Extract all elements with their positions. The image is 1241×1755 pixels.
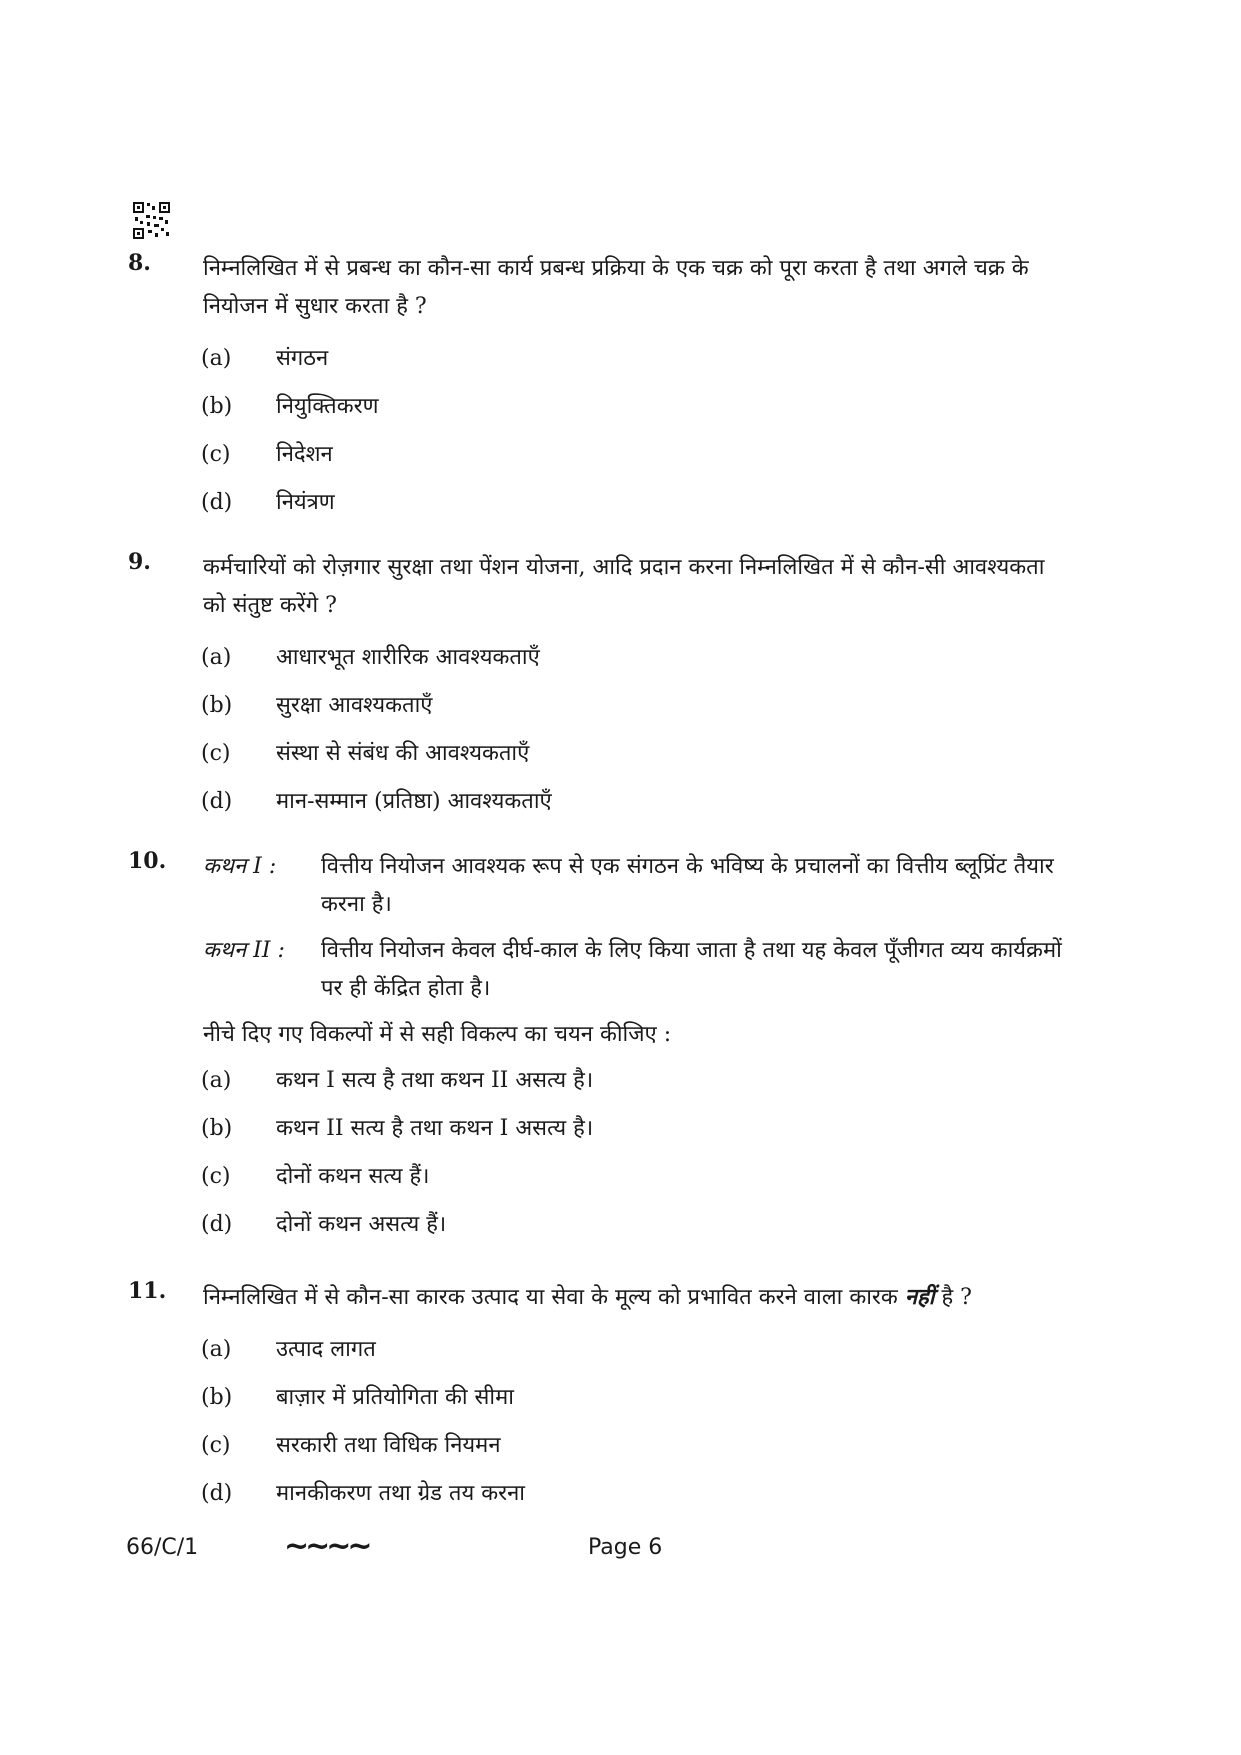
option-label: (c) [201,442,231,467]
option-text: मान-सम्मान (प्रतिष्ठा) आवश्यकताएँ [276,789,552,814]
option-label: (b) [201,693,233,718]
statement-1 [203,848,1068,924]
option-text: कथन I सत्य है तथा कथन II असत्य है। [276,1068,594,1093]
question-text: कर्मचारियों को रोज़गार सुरक्षा तथा पेंशन योजना, आदि प्रदान करना निम्नलिखित में से कौन-सी आवश्यकता को संतुष्ट करेंगे ? [203,555,1045,618]
option-text: बाज़ार में प्रतियोगिता की सीमा [276,1385,514,1410]
statement-text: वित्तीय नियोजन केवल दीर्घ-काल के लिए किया जाता है तथा यह केवल पूँजीगत व्यय कार्यक्रमों पर ही केंद्रित होता है। [321,938,1062,1001]
option-c [128,735,1068,783]
question-text-start: निम्नलिखित में से कौन-सा कारक उत्पाद या सेवा के मूल्य को प्रभावित करने वाला कारक [203,1285,898,1310]
option-d [128,783,1068,831]
question-number: 11. [128,1278,167,1304]
question-11 [128,1278,1068,1523]
option-text: सुरक्षा आवश्यकताएँ [276,693,433,718]
statement-label: कथन I : [203,854,277,879]
option-text: नियुक्तिकरण [276,394,379,419]
option-text: नियंत्रण [276,490,335,515]
option-label: (d) [201,789,233,814]
emphasis-not: नहीं [904,1284,935,1310]
option-text: संगठन [276,346,329,371]
page-number: Page 6 [588,1535,663,1560]
option-text: निदेशन [276,442,333,467]
option-label: (a) [201,346,232,371]
option-text: मानकीकरण तथा ग्रेड तय करना [276,1481,526,1506]
option-d [128,1206,1068,1254]
option-label: (b) [201,1116,233,1141]
option-b [128,687,1068,735]
question-8 [128,250,1068,532]
option-a [128,1062,1068,1110]
option-label: (a) [201,645,232,670]
option-c [128,436,1068,484]
statement-text: वित्तीय नियोजन आवश्यक रूप से एक संगठन के भविष्य के प्रचालनों का वित्तीय ब्लूप्रिंट तैयार करना है। [321,854,1054,917]
option-label: (a) [201,1337,232,1362]
question-text-end: है ? [941,1285,972,1310]
option-label: (b) [201,1385,233,1410]
question-text [203,1278,1068,1317]
option-text: कथन II सत्य है तथा कथन I असत्य है। [276,1116,594,1141]
question-9 [128,549,1068,831]
question-number: 8. [128,250,151,276]
option-text: दोनों कथन सत्य हैं। [276,1164,430,1189]
question-10 [128,848,1068,1254]
option-text: सरकारी तथा विधिक नियमन [276,1433,501,1458]
option-text: आधारभूत शारीरिक आवश्यकताएँ [276,645,540,670]
paper-code: 66/C/1 [126,1535,199,1560]
option-a [128,340,1068,388]
option-c [128,1427,1068,1475]
statement-2 [203,932,1068,1008]
option-a [128,1331,1068,1379]
option-label: (d) [201,490,233,515]
qr-code-icon [133,202,170,239]
option-label: (d) [201,1481,233,1506]
option-label: (d) [201,1212,233,1237]
option-b [128,1379,1068,1427]
option-label: (c) [201,1433,231,1458]
question-text: निम्नलिखित में से प्रबन्ध का कौन-सा कार्य प्रबन्ध प्रक्रिया के एक चक्र को पूरा करता है तथा अगले चक्र के नियोजन में सुधार करता है ? [203,256,1029,319]
instruction-text: नीचे दिए गए विकल्पों में से सही विकल्प का चयन कीजिए : [203,1022,672,1047]
option-text: संस्था से संबंध की आवश्यकताएँ [276,741,530,766]
option-label: (c) [201,1164,231,1189]
option-d [128,484,1068,532]
option-a [128,639,1068,687]
option-b [128,388,1068,436]
question-number: 10. [128,848,167,874]
question-number: 9. [128,549,151,575]
option-text: उत्पाद लागत [276,1337,376,1362]
option-c [128,1158,1068,1206]
option-label: (b) [201,394,233,419]
tilde-ornament: ~~~~ [284,1529,369,1564]
option-label: (a) [201,1068,232,1093]
option-b [128,1110,1068,1158]
option-label: (c) [201,741,231,766]
statement-label: कथन II : [203,938,285,963]
option-d [128,1475,1068,1523]
option-text: दोनों कथन असत्य हैं। [276,1212,447,1237]
